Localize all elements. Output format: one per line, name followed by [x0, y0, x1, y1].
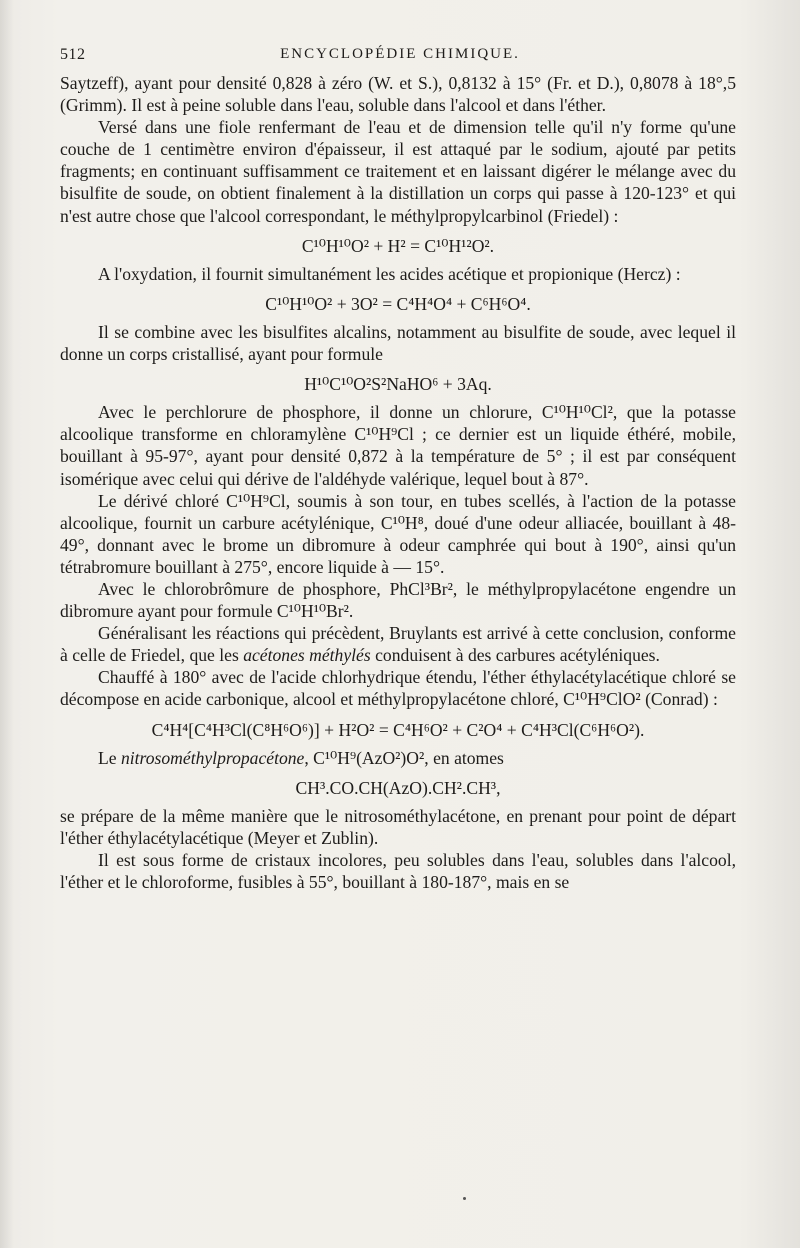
formula-1: C¹⁰H¹⁰O² + H² = C¹⁰H¹²O².: [301, 235, 495, 256]
paragraph-5: Avec le perchlorure de phosphore, il donne un chlorure, C¹⁰H¹⁰Cl², que la potasse alcoolique transforme en chloramylène C¹⁰H⁹Cl ; ce dernier est un liquide éthéré, mobile, bouillant à 95-97°, ayant pour densité 0,872 à la température de 5° ; il est par conséquent isomérique avec celui qui dérive de l'aldéhyde valérique, lequel bout à 87°.: [60, 402, 736, 489]
paragraph-9: Chauffé à 180° avec de l'acide chlorhydrique étendu, l'éther éthylacétylacétique chloré se décompose en acide carbonique, alcool et méthylpropylacétone chloré, C¹⁰H⁹ClO² (Conrad) :: [60, 667, 736, 710]
paragraph-10-emphasis: nitrosométhylpropacétone: [120, 747, 305, 768]
paragraph-10-text-a: Le: [98, 747, 121, 768]
formula-4: C⁴H⁴[C⁴H³Cl(C⁸H⁶O⁶)] + H²O² = C⁴H⁶O² + C²O⁴ + C⁴H³Cl(C⁶H⁶O²).: [151, 719, 645, 740]
formula-2: C¹⁰H¹⁰O² + 3O² = C⁴H⁴O⁴ + C⁶H⁶O⁴.: [265, 293, 531, 314]
paragraph-1: Saytzeff), ayant pour densité 0,828 à zéro (W. et S.), 0,8132 à 15° (Fr. et D.), 0,8078 à 18°,5 (Grimm). Il est à peine soluble dans l'eau, soluble dans l'alcool et dans l'éther.: [60, 73, 736, 116]
paragraph-10: [60, 747, 736, 769]
formula-5: CH³.CO.CH(AzO).CH².CH³,: [295, 777, 501, 798]
ink-speck: [463, 1197, 466, 1200]
paragraph-8: [60, 622, 736, 666]
page-number: 512: [60, 46, 86, 63]
paragraph-6: Le dérivé chloré C¹⁰H⁹Cl, soumis à son tour, en tubes scellés, à l'action de la potasse alcoolique, fournit un carbure acétylénique, C¹⁰H⁸, doué d'une odeur alliacée, bouillant à 48-49°, donnant avec le brome un dibromure à odeur camphrée qui bout à 190°, ainsi qu'un tétrabromure bouillant à 275°, encore liquide à — 15°.: [60, 490, 736, 577]
running-title: ENCYCLOPÉDIE CHIMIQUE.: [280, 46, 520, 62]
paragraph-8-text-b: conduisent à des carbures acétyléniques.: [370, 645, 660, 666]
formula-3: H¹⁰C¹⁰O²S²NaHO⁶ + 3Aq.: [304, 374, 492, 395]
page-header: [60, 46, 740, 68]
body-text: [60, 72, 736, 893]
paragraph-7: Avec le chlorobrômure de phosphore, PhCl³Br², le méthylpropylacétone engendre un dibromure ayant pour formule C¹⁰H¹⁰Br².: [60, 578, 736, 622]
paragraph-11: se prépare de la même manière que le nitrosométhylacétone, en prenant pour point de départ l'éther éthylacétylacétique (Meyer et Zublin).: [60, 805, 736, 848]
paragraph-8-text-a: Généralisant les réactions qui précèdent, Bruylants est arrivé à cette conclusion, conforme à celle de Friedel, que les: [60, 623, 736, 666]
paragraph-10-text-b: , C¹⁰H⁹(AzO²)O², en atomes: [304, 747, 504, 768]
paragraph-4: Il se combine avec les bisulfites alcalins, notamment au bisulfite de soude, avec lequel il donne un corps cristallisé, ayant pour formule: [60, 321, 736, 365]
paragraph-12: Il est sous forme de cristaux incolores, peu solubles dans l'eau, solubles dans l'alcool, l'éther et le chloroforme, fusibles à 55°, bouillant à 180-187°, mais en se: [60, 850, 736, 893]
paragraph-2: Versé dans une fiole renfermant de l'eau et de dimension telle qu'il n'y forme qu'une couche de 1 centimètre environ d'épaisseur, il est attaqué par le sodium, ajouté par petits fragments; en continuant suffisamment ce traitement et en laissant digérer le mélange avec du bisulfite de soude, on obtient finalement à la distillation un corps qui passe à 120-123° et qui n'est autre chose que l'alcool correspondant, le méthylpropylcarbinol (Friedel) :: [60, 117, 736, 226]
paragraph-8-emphasis: acétones méthylés: [243, 645, 371, 666]
paragraph-3: A l'oxydation, il fournit simultanément les acides acétique et propionique (Hercz) :: [98, 263, 681, 284]
